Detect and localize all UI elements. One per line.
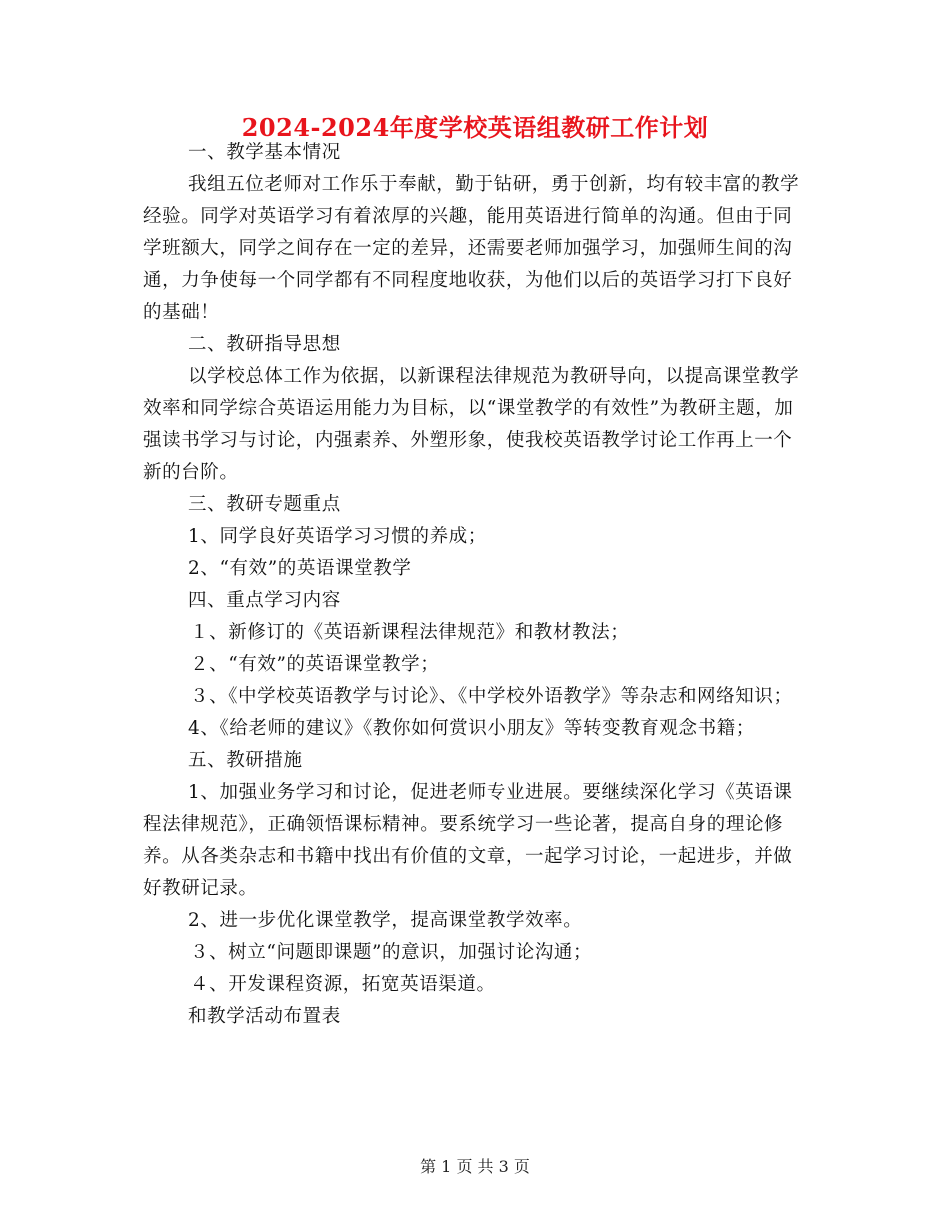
paragraph-teaching-situation: 我组五位老师对工作乐于奉献，勤于钻研，勇于创新，均有较丰富的教学经验。同学对英语学习有着浓厚的兴趣，能用英语进行简单的沟通。但由于同学班额大，同学之间存在一定的差异，还需要老师加强学习，加强师生间的沟通，力争使每一个同学都有不同程度地收获，为他们以后的英语学习打下良好的基础！ [143, 174, 800, 323]
list-item: ４、开发课程资源，拓宽英语渠道。 [190, 974, 496, 995]
list-item: ３、《中学校英语教学与讨论》、《中学校外语教学》等杂志和网络知识； [190, 686, 793, 707]
section-heading-3: 三、教研专题重点 [188, 494, 341, 515]
list-item: 1、加强业务学习和讨论，促进老师专业进展。要继续深化学习《英语课程法律规范》，正确领悟课标精神。要系统学习一些论著，提高自身的理论修养。从各类杂志和书籍中找出有价值的文章，一起学习讨论，一起进步，并做好教研记录。 [143, 782, 793, 899]
section-heading-1: 一、教学基本情况 [188, 142, 341, 163]
list-item: １、新修订的《英语新课程法律规范》和教材教法； [190, 622, 630, 643]
section-heading-4: 四、重点学习内容 [188, 590, 341, 611]
list-item: ２、“有效”的英语课堂教学； [190, 654, 440, 675]
page-number-footer: 第 1 页 共 3 页 [420, 1157, 530, 1176]
section-heading-2: 二、教研指导思想 [188, 334, 341, 355]
list-item: 1、同学良好英语学习习惯的养成； [188, 526, 487, 547]
paragraph-guiding-thought: 以学校总体工作为依据，以新课程法律规范为教研导向，以提高课堂教学效率和同学综合英语运用能力为目标，以“课堂教学的有效性”为教研主题，加强读书学习与讨论，内强素养、外塑形象，使我校英语教学讨论工作再上一个新的台阶。 [143, 366, 800, 483]
list-item: ３、树立“问题即课题”的意识，加强讨论沟通； [190, 942, 593, 963]
document-title: 2024-2024年度学校英语组教研工作计划 [241, 113, 709, 142]
paragraph-activity-table-caption: 和教学活动布置表 [188, 1006, 341, 1027]
section-heading-5: 五、教研措施 [188, 750, 303, 771]
list-item: 4、《给老师的建议》《教你如何赏识小朋友》等转变教育观念书籍； [188, 718, 755, 739]
document-body [143, 137, 803, 1033]
list-item: 2、“有效”的英语课堂教学 [188, 558, 412, 579]
list-item: 2、进一步优化课堂教学，提高课堂教学效率。 [188, 910, 583, 931]
